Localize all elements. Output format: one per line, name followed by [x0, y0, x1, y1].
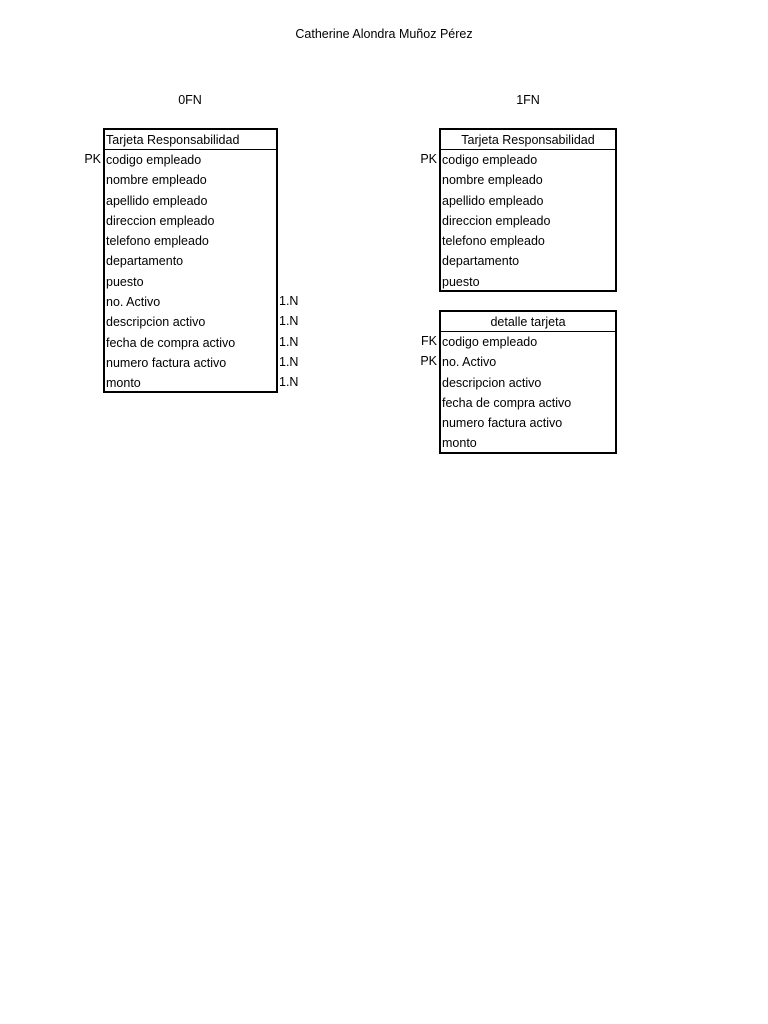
field-row	[441, 191, 615, 211]
multiplicity-label: 1.N	[279, 334, 299, 349]
field-name: descripcion activo	[442, 375, 542, 390]
field-row	[441, 433, 615, 453]
key-marker: PK	[84, 152, 101, 166]
field-row	[441, 170, 615, 190]
table-title: Tarjeta Responsabilidad	[105, 130, 276, 150]
field-row	[105, 251, 276, 271]
key-marker: PK	[420, 152, 437, 166]
field-name: nombre empleado	[442, 173, 543, 188]
field-row	[441, 332, 615, 352]
field-name: direccion empleado	[106, 213, 215, 228]
table-title: Tarjeta Responsabilidad	[441, 130, 615, 150]
field-name: monto	[442, 436, 477, 451]
field-name: nombre empleado	[106, 173, 207, 188]
field-row	[105, 312, 276, 332]
key-marker: FK	[421, 334, 437, 348]
field-row	[441, 231, 615, 251]
field-row	[105, 292, 276, 312]
field-row	[441, 373, 615, 393]
field-row	[105, 170, 276, 190]
field-name: direccion empleado	[442, 213, 551, 228]
field-name: apellido empleado	[442, 193, 544, 208]
label-0fn: 0FN	[178, 93, 202, 107]
field-row	[441, 150, 615, 170]
field-name: codigo empleado	[442, 335, 538, 349]
field-name: descripcion activo	[106, 315, 206, 330]
field-row	[441, 272, 615, 292]
multiplicity-label: 1.N	[279, 355, 299, 369]
multiplicity-label: 1.N	[279, 294, 299, 309]
field-row	[441, 251, 615, 271]
field-name: no. Activo	[442, 355, 497, 370]
field-name: telefono empleado	[442, 234, 545, 249]
author-name: Catherine Alondra Muñoz Pérez	[295, 27, 473, 41]
field-row	[105, 373, 276, 393]
field-row	[441, 413, 615, 433]
field-name: apellido empleado	[106, 193, 208, 208]
field-row	[441, 352, 615, 372]
table-0fn-tarjeta-responsabilidad	[103, 128, 278, 393]
field-name: codigo empleado	[442, 153, 538, 167]
field-row	[105, 272, 276, 292]
field-name: departamento	[442, 254, 520, 269]
field-row	[105, 191, 276, 211]
table-1fn-detalle-tarjeta	[439, 310, 617, 454]
field-row	[441, 393, 615, 413]
field-name: monto	[106, 376, 141, 391]
field-name: codigo empleado	[106, 153, 202, 167]
field-row	[105, 333, 276, 353]
field-name: telefono empleado	[106, 234, 209, 249]
field-name: departamento	[106, 254, 184, 269]
multiplicity-label: 1.N	[279, 375, 299, 390]
field-name: numero factura activo	[106, 355, 227, 370]
multiplicity-label: 1.N	[279, 314, 299, 329]
field-row	[441, 211, 615, 231]
field-row	[105, 211, 276, 231]
key-marker: PK	[420, 354, 437, 369]
field-row	[105, 231, 276, 251]
table-1fn-tarjeta-responsabilidad	[439, 128, 617, 292]
field-name: numero factura activo	[442, 416, 563, 431]
field-name: fecha de compra activo	[106, 335, 236, 350]
field-name: no. Activo	[106, 295, 161, 310]
table-title: detalle tarjeta	[441, 312, 615, 332]
field-name: fecha de compra activo	[442, 395, 572, 410]
field-name: puesto	[106, 274, 144, 289]
field-row	[105, 150, 276, 170]
field-name: puesto	[442, 274, 480, 289]
field-row	[105, 353, 276, 373]
label-1fn: 1FN	[516, 93, 540, 107]
